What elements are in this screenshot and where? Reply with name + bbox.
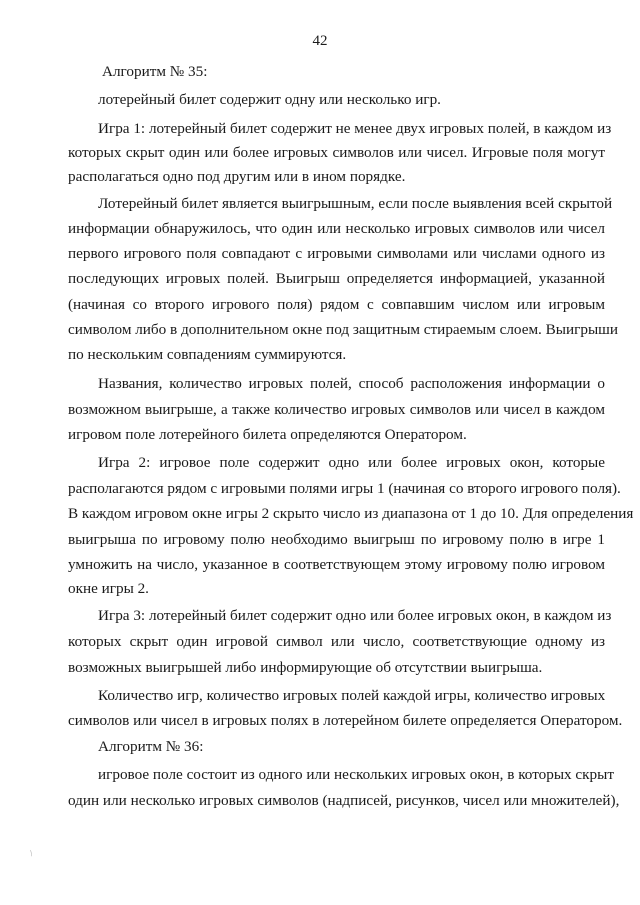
text-line: Лотерейный билет является выигрышным, если после выявления всей скрытой	[98, 195, 613, 212]
text-line: (начиная со второго игрового поля) рядом с совпавшим числом или игровым	[68, 296, 605, 313]
margin-mark: /	[27, 848, 35, 858]
text-line: игровое поле состоит из одного или нескольких игровых окон, в которых скрыт	[98, 766, 614, 783]
text-line: располагаться одно под другим или в ином порядке.	[68, 168, 406, 185]
text-line: лотерейный билет содержит одну или несколько игр.	[98, 91, 441, 108]
page-number: 42	[312, 33, 328, 49]
text-line: возможном выигрыше, а также количество игровых символов или чисел в каждом	[68, 401, 605, 418]
text-line: символом либо в дополнительном окне под защитным стираемым слоем. Выигрыши	[68, 321, 618, 338]
text-line: первого игрового поля совпадают с игровыми символами или числами одного из	[68, 245, 605, 262]
text-line: выигрыша по игровому полю необходимо выигрыш по игровому полю в игре 1	[68, 531, 605, 548]
text-line: располагаются рядом с игровыми полями игры 1 (начиная со второго игрового поля).	[68, 480, 621, 497]
text-line: по нескольким совпадениям суммируются.	[68, 346, 347, 363]
heading-algorithm-36: Алгоритм № 36:	[98, 738, 204, 755]
text-line: возможных выигрышей либо информирующие об отсутствии выигрыша.	[68, 659, 543, 676]
text-line: один или несколько игровых символов (надписей, рисунков, чисел или множителей),	[68, 792, 620, 809]
text-line: Игра 2: игровое поле содержит одно или более игровых окон, которые	[98, 454, 605, 471]
text-line: В каждом игровом окне игры 2 скрыто число из диапазона от 1 до 10. Для определения	[68, 505, 634, 522]
text-line: которых скрыт один или более игровых символов или чисел. Игровые поля могут	[68, 144, 605, 161]
text-line: символов или чисел в игровых полях в лотерейном билете определяется Оператором.	[68, 712, 623, 729]
text-line: которых скрыт один игровой символ или число, соответствующие одному из	[68, 633, 605, 650]
text-line: Игра 1: лотерейный билет содержит не менее двух игровых полей, в каждом из	[98, 120, 612, 137]
text-line: игровом поле лотерейного билета определяются Оператором.	[68, 426, 467, 443]
text-line: последующих игровых полей. Выигрыш определяется информацией, указанной	[68, 270, 605, 287]
text-line: Количество игр, количество игровых полей каждой игры, количество игровых	[98, 687, 606, 704]
text-line: Игра 3: лотерейный билет содержит одно или более игровых окон, в каждом из	[98, 607, 612, 624]
text-line: Названия, количество игровых полей, способ расположения информации о	[98, 375, 605, 392]
text-line: информации обнаружилось, что один или несколько игровых символов или чисел	[68, 220, 605, 237]
heading-algorithm-35: Алгоритм № 35:	[102, 63, 208, 80]
text-line: умножить на число, указанное в соответствующем этому игровому полю игровом	[68, 556, 605, 573]
text-line: окне игры 2.	[68, 580, 149, 597]
